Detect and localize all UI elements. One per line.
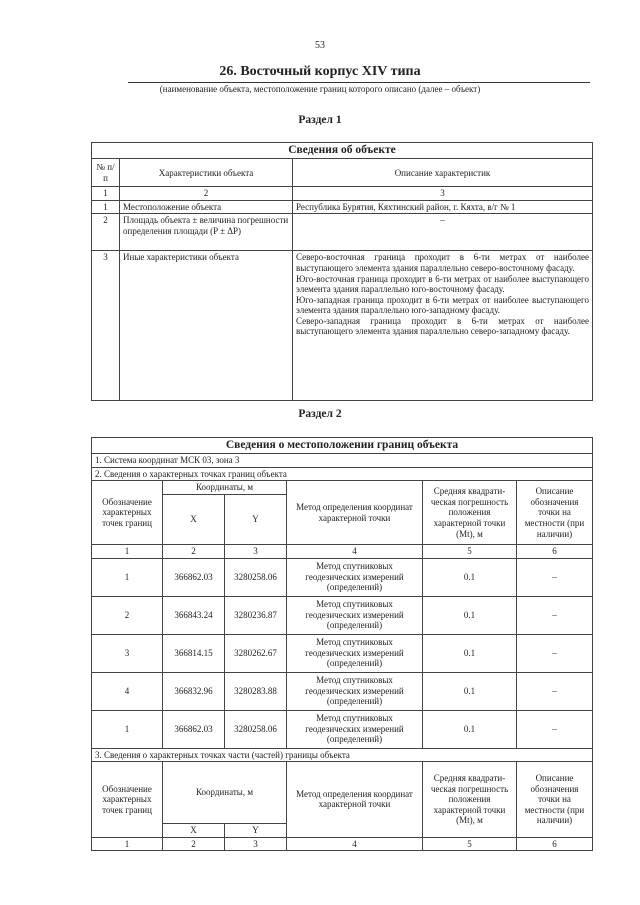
table-row [92,251,593,401]
point-x: 366832.96 [163,672,225,710]
index-cell: 3 [225,545,287,559]
point-error: 0.1 [423,672,517,710]
header-y: Y [225,495,287,545]
header-coordinates: Координаты, м [163,481,287,495]
point-y: 3280258.06 [225,710,287,748]
header-point-id: Обозначение характерных точек границ [92,762,163,838]
point-y: 3280236.87 [225,596,287,634]
document-subtitle: (наименование объекта, местоположение границ которого описано (далее – объект) [159,84,481,94]
header-error: Средняя квадрати-ческая погрешность положения характерной точки (Mt), м [423,481,517,545]
header-description: Описание характеристик [293,159,593,187]
header-point-description: Описание обозначения точки на местности (при наличии) [517,762,593,838]
point-description: – [517,596,593,634]
point-description: – [517,634,593,672]
object-info-table-title: Сведения об объекте [92,143,593,159]
boundary-description: Юго-западная граница проходит в 6-ти метрах от наиболее выступающего элемента здания параллельно юго-западному фасаду. [296,294,589,316]
header-characteristics: Характеристики объекта [120,159,293,187]
point-error: 0.1 [423,634,517,672]
point-description: – [517,710,593,748]
characteristic-value [293,251,593,401]
index-cell: 3 [293,187,593,201]
index-cell: 2 [120,187,293,201]
point-x: 366862.03 [163,710,225,748]
index-cell: 1 [92,187,120,201]
table-row [92,558,593,596]
point-id: 4 [92,672,163,710]
characteristic-name: Местоположение объекта [120,200,293,214]
point-description: – [517,672,593,710]
characteristic-name: Площадь объекта ± величина погрешности определения площади (P ± ΔP) [120,214,293,251]
header-y: Y [225,824,287,838]
point-id: 3 [92,634,163,672]
point-method: Метод спутниковых геодезических измерений (определений) [287,634,423,672]
point-x: 366814.15 [163,634,225,672]
header-method: Метод определения координат характерной точки [287,481,423,545]
characteristic-value: Республика Бурятия, Кяхтинский район, г. Кяхта, в/г № 1 [293,200,593,214]
row-number: 2 [92,214,120,251]
table-row [92,634,593,672]
header-x: X [163,824,225,838]
index-cell: 5 [423,545,517,559]
point-id: 1 [92,710,163,748]
header-x: X [163,495,225,545]
boundary-description: Юго-восточная граница проходит в 6-ти метрах от наиболее выступающего элемента здания параллельно юго-восточному фасаду. [296,273,589,295]
point-description: – [517,558,593,596]
index-cell: 5 [423,837,517,851]
point-x: 366843.24 [163,596,225,634]
point-method: Метод спутниковых геодезических измерений (определений) [287,672,423,710]
header-coordinates: Координаты, м [163,762,287,824]
boundary-description: Северо-восточная граница проходит в 6-ти метрах от наиболее выступающего элемента здания параллельно северо-восточному фасаду. [296,252,589,273]
point-error: 0.1 [423,596,517,634]
header-point-description: Описание обозначения точки на местности (при наличии) [517,481,593,545]
point-method: Метод спутниковых геодезических измерений (определений) [287,558,423,596]
header-method: Метод определения координат характерной точки [287,762,423,838]
boundary-description: Северо-западная граница проходит в 6-ти метрах от наиболее выступающего элемента здания параллельно северо-западному фасаду. [296,315,589,337]
point-error: 0.1 [423,710,517,748]
section-1-heading: Раздел 1 [298,114,342,126]
point-error: 0.1 [423,558,517,596]
boundary-table-title: Сведения о местоположении границ объекта [92,438,593,454]
index-cell: 6 [517,837,593,851]
point-method: Метод спутниковых геодезических измерений (определений) [287,596,423,634]
point-id: 2 [92,596,163,634]
point-y: 3280258.06 [225,558,287,596]
boundary-location-table [91,437,593,851]
point-id: 1 [92,558,163,596]
page-number: 53 [315,40,325,51]
header-point-id: Обозначение характерных точек границ [92,481,163,545]
table-row [92,596,593,634]
index-cell: 2 [163,545,225,559]
characteristic-name: Иные характеристики объекта [120,251,293,401]
object-info-table [91,142,593,401]
characteristic-value: – [293,214,593,251]
section-2-heading: Раздел 2 [298,408,342,420]
index-cell: 4 [287,837,423,851]
header-num: № п/п [92,159,120,187]
parts-heading: 3. Сведения о характерных точках части (частей) границы объекта [92,748,593,762]
index-cell: 6 [517,545,593,559]
table-row [92,672,593,710]
points-heading: 2. Сведения о характерных точках границ объекта [92,467,593,481]
point-x: 366862.03 [163,558,225,596]
point-y: 3280262.67 [225,634,287,672]
index-cell: 4 [287,545,423,559]
title-underline [128,82,590,83]
point-y: 3280283.88 [225,672,287,710]
table-row [92,710,593,748]
index-cell: 3 [225,837,287,851]
index-cell: 2 [163,837,225,851]
point-method: Метод спутниковых геодезических измерений (определений) [287,710,423,748]
header-error: Средняя квадрати-ческая погрешность положения характерной точки (Mt), м [423,762,517,838]
index-cell: 1 [92,837,163,851]
row-number: 1 [92,200,120,214]
row-number: 3 [92,251,120,401]
table-row [92,214,593,251]
coordinate-system: 1. Система координат МСК 03, зона 3 [92,454,593,468]
index-cell: 1 [92,545,163,559]
table-row [92,200,593,214]
document-title: 26. Восточный корпус XIV типа [219,64,421,79]
